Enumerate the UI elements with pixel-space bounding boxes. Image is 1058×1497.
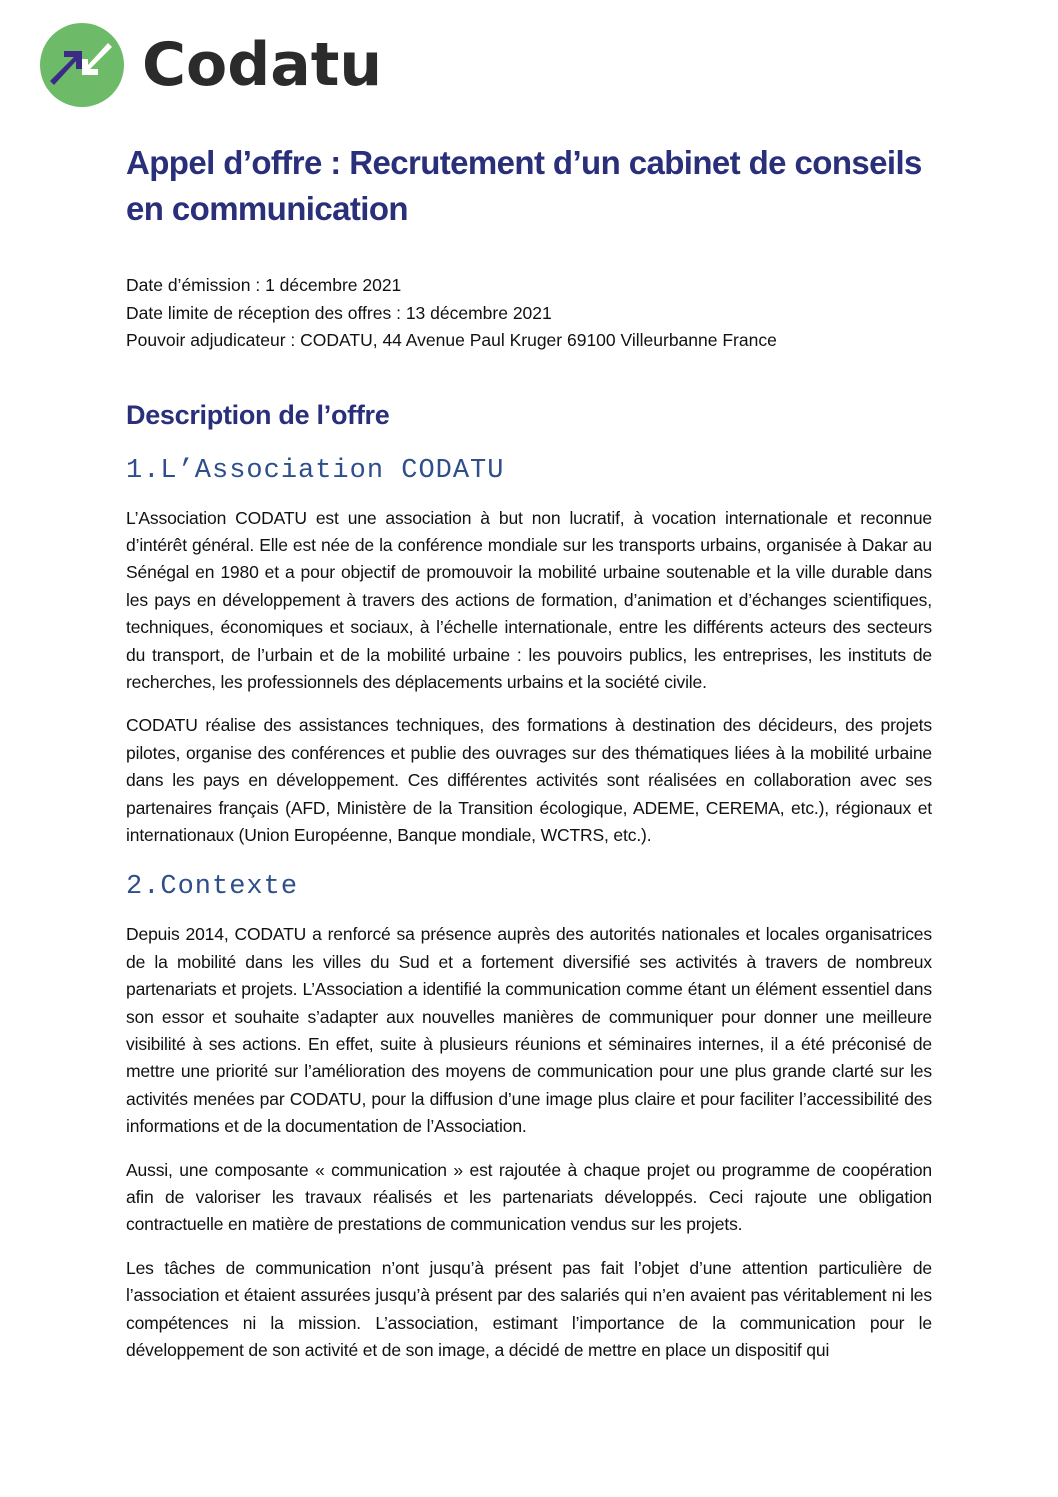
paragraph: L’Association CODATU est une association à but non lucratif, à vocation internationale et reconnue d’intérêt général. Elle est née de la conférence mondiale sur les transports urbains, organisée à Dakar au Sénégal en 1980 et a pour objectif de promouvoir la mobilité urbaine soutenable et la ville durable dans les pays en développement à travers des actions de formation, d’animation et d’échanges scientifiques, techniques, économiques et sociaux, à l’échelle internationale, entre les différents acteurs des secteurs du transport, de l’urbain et de la mobilité urbaine : les pouvoirs publics, les entreprises, les instituts de recherches, les professionnels des déplacements urbains et la société civile. xyxy=(126,507,932,692)
logo-wordmark: Codatu xyxy=(142,30,383,100)
contracting-authority: Pouvoir adjudicateur : CODATU, 44 Avenue Paul Kruger 69100 Villeurbanne France xyxy=(126,330,777,350)
document-body xyxy=(126,140,932,1380)
description-heading: Description de l’offre xyxy=(126,399,390,430)
paragraph: CODATU réalise des assistances techniques, des formations à destination des décideurs, des projets pilotes, organise des conférences et publie des ouvrages sur des thématiques liées à la mobilité urbaine dans les pays en développement. Ces différentes activités sont réalisées en collaboration avec ses partenaires français (AFD, Ministère de la Transition écologique, ADEME, CEREMA, etc.), régionaux et internationaux (Union Européenne, Banque mondiale, WCTRS, etc.). xyxy=(126,715,932,845)
issue-date: Date d’émission : 1 décembre 2021 xyxy=(126,275,402,295)
deadline-date: Date limite de réception des offres : 13 décembre 2021 xyxy=(126,302,552,323)
paragraph: Les tâches de communication n’ont jusqu’à présent pas fait l’objet d’une attention particulière de l’association et étaient assurées jusqu’à présent par des salariés qui n’en avaient pas véritablement ni les compétences ni la mission. L’association, estimant l’importance de la communication pour le développement de son activité et de son image, a décidé de mettre en place un dispositif qui xyxy=(126,1257,932,1361)
section-heading-contexte: 2.Contexte xyxy=(126,872,299,903)
offer-meta xyxy=(126,272,932,355)
paragraph: Depuis 2014, CODATU a renforcé sa présence auprès des autorités nationales et locales organisatrices de la mobilité dans les villes du Sud et a fortement diversifié ses activités à travers de nombreux partenariats et projets. L’Association a identifié la communication comme étant un élément essentiel dans son essor et souhaite s’adapter aux nouvelles manières de communiquer pour donner une meilleure visibilité à ses actions. En effet, suite à plusieurs réunions et séminaires internes, il a été préconisé de mettre une priorité sur l’amélioration des moyens de communication pour une plus grande clarté sur les activités menées par CODATU, pour la diffusion d’une image plus claire et pour faciliter l’accessibilité des informations et de la documentation de l’Association. xyxy=(126,924,932,1137)
section-heading-association: 1.L’Association CODATU xyxy=(126,455,505,486)
codatu-logo xyxy=(40,24,382,106)
paragraph: Aussi, une composante « communication » est rajoutée à chaque projet ou programme de coopération afin de valoriser les travaux réalisés et les partenariats développés. Ceci rajoute une obligation contractuelle en matière de prestations de communication vendus sur les projets. xyxy=(126,1159,932,1235)
codatu-logo-icon xyxy=(40,23,124,107)
page-title: Appel d’offre : Recrutement d’un cabinet de conseils en communication xyxy=(126,144,922,227)
